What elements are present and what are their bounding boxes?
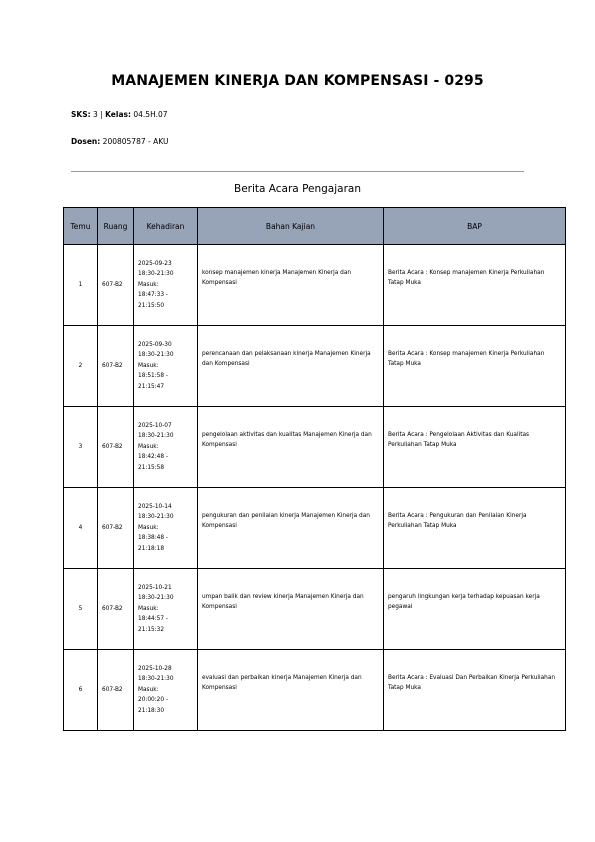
kehadiran-line: Masuk:	[138, 686, 159, 693]
bap-text: Berita Acara : Pengukuran dan Penilaian Kinerja Perkuliahan Tatap Muka	[388, 512, 527, 529]
cell-ruang: 607-B2	[98, 569, 134, 650]
header-kehadiran: Kehadiran	[134, 208, 198, 245]
kehadiran-line: 18:30-21:30	[138, 514, 174, 521]
kehadiran-line: 18:30-21:30	[138, 595, 174, 602]
bahan-kajian-text: umpan balik dan review kinerja Manajemen Kinerja dan Kompensasi	[202, 593, 364, 610]
bahan-kajian-text: pengelolaan aktivitas dan kualitas Manajemen Kinerja dan Kompensasi	[202, 431, 372, 448]
table-row	[64, 326, 566, 407]
cell-ruang: 607-B2	[98, 488, 134, 569]
cell-bahan-kajian	[198, 407, 384, 488]
kehadiran-line: 2025-10-28	[138, 665, 172, 672]
cell-ruang: 607-B2	[98, 650, 134, 731]
kehadiran-line: Masuk:	[138, 281, 159, 288]
bap-text: Berita Acara : Evaluasi Dan Perbaikan Kinerja Perkuliahan Tatap Muka	[388, 674, 556, 691]
kehadiran-line: 21:15:58	[138, 464, 165, 471]
kehadiran-line: 18:30-21:30	[138, 676, 174, 683]
cell-temu: 6	[64, 650, 98, 731]
bahan-kajian-text: evaluasi dan perbaikan kinerja Manajemen Kinerja dan Kompensasi	[202, 674, 362, 691]
section-title: Berita Acara Pengajaran	[233, 183, 361, 195]
kehadiran-line: 18:30-21:30	[138, 271, 174, 278]
table-row	[64, 488, 566, 569]
kehadiran-line: 20:00:20 -	[138, 697, 168, 704]
document-title: MANAJEMEN KINERJA DAN KOMPENSASI - 0295	[111, 73, 484, 89]
bap-text: Berita Acara : Konsep manajemen Kinerja Perkuliahan Tatap Muka	[388, 350, 545, 367]
kehadiran-line: 21:15:32	[138, 626, 165, 633]
bahan-kajian-text: pengukuran dan penilaian kinerja Manajemen Kinerja dan Kompensasi	[202, 512, 370, 529]
cell-kehadiran	[134, 245, 198, 326]
kehadiran-line: Masuk:	[138, 605, 159, 612]
cell-bahan-kajian	[198, 245, 384, 326]
cell-temu: 2	[64, 326, 98, 407]
cell-bahan-kajian	[198, 569, 384, 650]
cell-ruang: 607-B2	[98, 326, 134, 407]
bap-text: Berita Acara : Konsep manajemen Kinerja Perkuliahan Tatap Muka	[388, 269, 545, 286]
dosen-label: Dosen:	[71, 137, 101, 146]
cell-bap	[384, 245, 566, 326]
cell-bap	[384, 488, 566, 569]
cell-ruang: 607-B2	[98, 407, 134, 488]
bap-text: Berita Acara : Pengelolaan Aktivitas dan Kualitas Perkuliahan Tatap Muka	[388, 431, 530, 448]
kehadiran-line: 21:18:30	[138, 707, 165, 714]
kelas-label: Kelas:	[105, 110, 131, 119]
kehadiran-line: Masuk:	[138, 524, 159, 531]
kehadiran-line: 18:47:33 -	[138, 292, 168, 299]
cell-temu: 1	[64, 245, 98, 326]
header-ruang: Ruang	[98, 208, 134, 245]
kehadiran-line: 18:51:58 -	[138, 373, 168, 380]
cell-kehadiran	[134, 569, 198, 650]
cell-bahan-kajian	[198, 488, 384, 569]
table-row	[64, 569, 566, 650]
table-header-row	[64, 208, 566, 245]
cell-temu: 5	[64, 569, 98, 650]
kehadiran-line: 18:30-21:30	[138, 433, 174, 440]
kehadiran-line: 21:15:47	[138, 383, 165, 390]
kehadiran-line: 18:44:57 -	[138, 616, 168, 623]
bap-text: pengaruh lingkungan kerja terhadap kepuasan kerja pegawai	[388, 593, 540, 610]
kehadiran-line: Masuk:	[138, 362, 159, 369]
cell-bap	[384, 650, 566, 731]
bahan-kajian-text: perencanaan dan pelaksanaan kinerja Manajemen Kinerja dan Kompensasi	[202, 350, 371, 367]
kehadiran-line: Masuk:	[138, 443, 159, 450]
table-row	[64, 650, 566, 731]
cell-temu: 3	[64, 407, 98, 488]
kehadiran-line: 2025-10-07	[138, 422, 172, 429]
sks-value: 3	[93, 110, 98, 119]
kelas-value: 04.5H.07	[133, 110, 168, 119]
dosen-line	[71, 137, 168, 146]
cell-temu: 4	[64, 488, 98, 569]
bahan-kajian-text: konsep manajemen kinerja Manajemen Kinerja dan Kompensasi	[202, 269, 352, 286]
kehadiran-line: 2025-10-21	[138, 584, 172, 591]
separator: |	[100, 110, 103, 119]
dosen-value: 200805787 - AKU	[102, 137, 169, 146]
table-row	[64, 245, 566, 326]
table-row	[64, 407, 566, 488]
cell-bap	[384, 326, 566, 407]
sks-label: SKS:	[71, 110, 91, 119]
cell-kehadiran	[134, 407, 198, 488]
kehadiran-line: 18:38:48 -	[138, 535, 168, 542]
cell-bap	[384, 569, 566, 650]
kehadiran-line: 21:18:18	[138, 545, 165, 552]
kehadiran-line: 2025-09-30	[138, 341, 172, 348]
sks-kelas-line	[71, 110, 168, 119]
cell-bahan-kajian	[198, 650, 384, 731]
cell-ruang: 607-B2	[98, 245, 134, 326]
kehadiran-line: 2025-10-14	[138, 503, 172, 510]
cell-kehadiran	[134, 488, 198, 569]
cell-bap	[384, 407, 566, 488]
kehadiran-line: 18:42:48 -	[138, 454, 168, 461]
cell-kehadiran	[134, 650, 198, 731]
divider	[71, 171, 524, 172]
header-bap: BAP	[384, 208, 566, 245]
bap-table	[63, 207, 566, 731]
cell-kehadiran	[134, 326, 198, 407]
kehadiran-line: 21:15:50	[138, 302, 165, 309]
kehadiran-line: 18:30-21:30	[138, 352, 174, 359]
kehadiran-line: 2025-09-23	[138, 260, 172, 267]
header-temu: Temu	[64, 208, 98, 245]
header-bahan-kajian: Bahan Kajian	[198, 208, 384, 245]
cell-bahan-kajian	[198, 326, 384, 407]
